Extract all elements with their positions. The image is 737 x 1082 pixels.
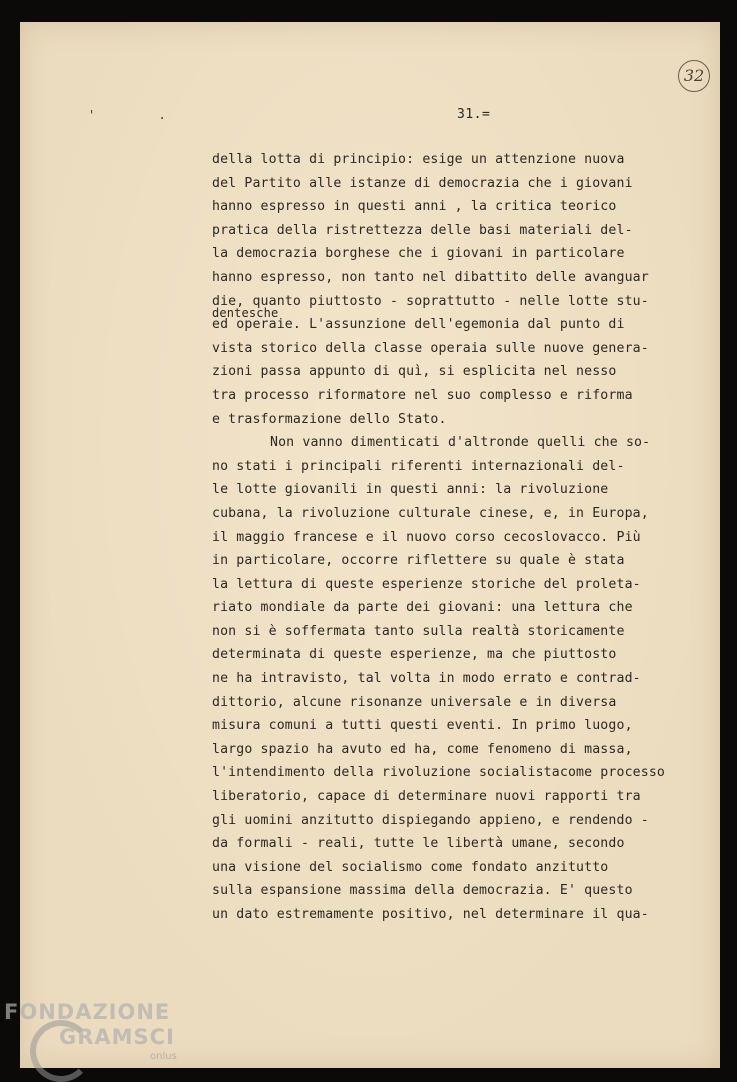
text-line-23: ne ha intravisto, tal volta in modo errato e contrad- [212,671,641,687]
margin-marks: ' . [88,108,194,122]
text-line-8-content: ed operaie. L'assunzione dell'egemonia dal punto di [212,317,625,333]
text-line-13: Non vanno dimenticati d'altronde quelli che so- [270,435,651,451]
text-line-5: la democrazia borghese che i giovani in particolare [212,246,625,262]
fondazione-gramsci-watermark [4,1000,194,1076]
text-line-18: in particolare, occorre riflettere su quale è stata [212,553,625,569]
text-line-10: zioni passa appunto di quì, si esplicita nel nesso [212,364,617,380]
watermark-line-2: GRAMSCI [59,1025,175,1049]
watermark-line-3: onlus [150,1051,177,1062]
text-line-15: le lotte giovanili in questi anni: la rivoluzione [212,482,609,498]
overstruck-word: dentesche [212,306,279,321]
text-line-30: da formali - reali, tutte le libertà umane, secondo [212,836,625,852]
text-line-9: vista storico della classe operaia sulle nuove genera- [212,340,649,356]
text-line-31: una visione del socialismo come fondato anzitutto [212,859,609,875]
text-line-14: no stati i principali riferenti internazionali del- [212,458,625,474]
text-line-7: die, quanto piuttosto - soprattutto - nelle lotte stu- [212,293,649,309]
text-line-20: riato mondiale da parte dei giovani: una lettura che [212,600,633,616]
text-line-21: non si è soffermata tanto sulla realtà storicamente [212,623,625,639]
text-line-8 [212,306,662,337]
text-line-27: l'intendimento della rivoluzione socialistacome processo [212,765,666,781]
typewritten-text [212,148,666,927]
text-line-1: della lotta di principio: esige un attenzione nuova [212,152,625,167]
text-line-17: il maggio francese e il nuovo corso cecoslovacco. Più [212,529,641,545]
text-line-4: pratica della ristrettezza delle basi materiali del- [212,222,633,238]
text-line-24: dittorio, alcune risonanze universale e in diversa [212,694,617,710]
page-number: 31.= [457,107,491,122]
text-line-11: tra processo riformatore nel suo complesso e riforma [212,387,633,403]
text-line-29: gli uomini anzitutto dispiegando appieno, e rendendo - [212,812,649,828]
text-line-2: del Partito alle istanze di democrazia che i giovani [212,175,633,191]
text-line-32: sulla espansione massima della democrazia. E' questo [212,883,633,899]
text-line-26: largo spazio ha avuto ed ha, come fenomeno di massa, [212,741,633,757]
text-line-28: liberatorio, capace di determinare nuovi rapporti tra [212,789,641,805]
text-line-16: cubana, la rivoluzione culturale cinese, e, in Europa, [212,505,649,521]
text-line-19: la lettura di queste esperienze storiche del proleta- [212,576,641,592]
watermark-line-1: FONDAZIONE [4,1000,171,1024]
text-line-33: un dato estremamente positivo, nel determinare il qua- [212,907,649,922]
circled-folio-number: 32 [678,60,710,92]
text-line-3: hanno espresso in questi anni , la critica teorico [212,199,617,215]
text-line-25: misura comuni a tutti questi eventi. In primo luogo, [212,718,633,734]
text-line-22: determinata di queste esperienze, ma che piuttosto [212,647,617,663]
text-line-6: hanno espresso, non tanto nel dibattito delle avanguar [212,269,649,285]
text-line-12: e trasformazione dello Stato. [212,411,447,427]
